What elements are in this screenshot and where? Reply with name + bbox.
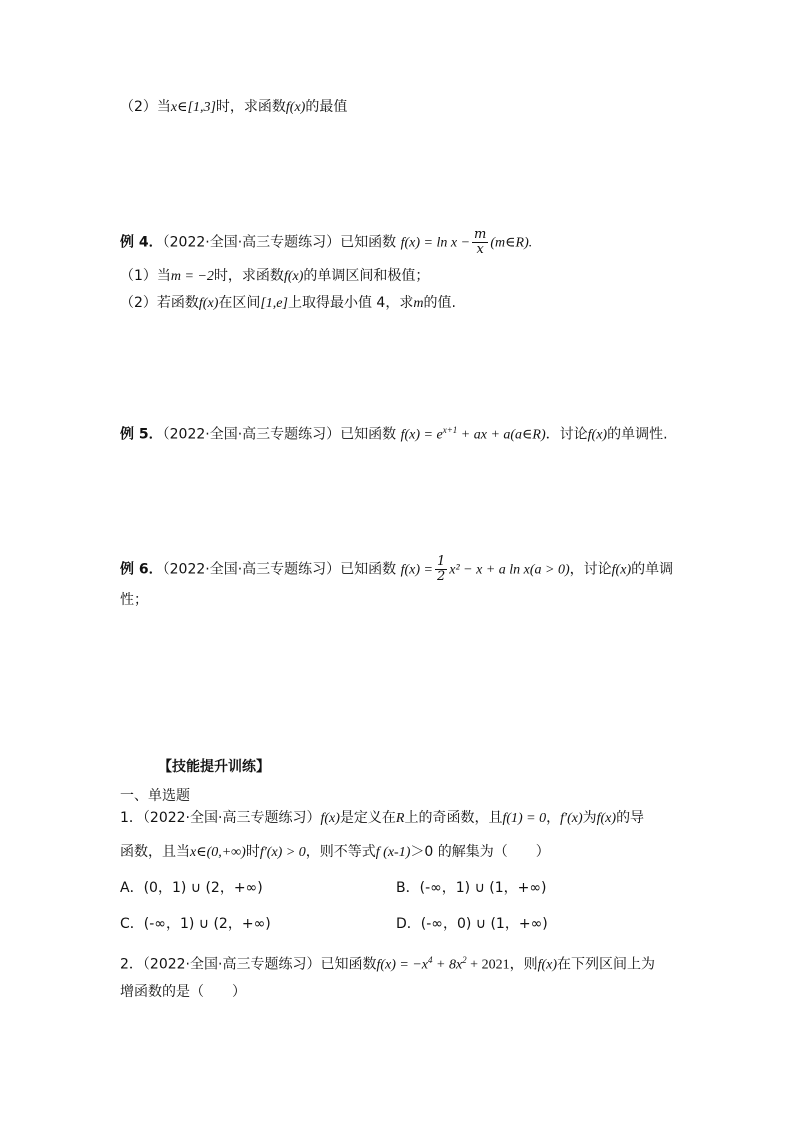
- fraction-m-over-x: $\frac{m}{x}$: [474, 227, 487, 257]
- example-4-part2: （2）若函数f(x)在区间[1,e]上取得最小值 4，求m的值.: [120, 295, 456, 311]
- section-heading: 【技能提升训练】: [158, 759, 270, 775]
- example-6-statement: 例 6．（2022·全国·高三专题练习）已知函数 f(x) = $\frac{1}{2}$ x² − x + a ln x(a > 0)，讨论f(x)的单调: [120, 554, 674, 584]
- q3-part2: （2）当x∈[1,3]时，求函数f(x)的最值: [120, 99, 348, 115]
- example-5-statement: 例 5．（2022·全国·高三专题练习）已知函数 $f(x) = e^{x+1}$ + ax + a(a∈R)．讨论f(x)的单调性.: [120, 425, 668, 443]
- option-d: D．(-∞，0) ∪ (1，+∞): [396, 916, 548, 932]
- example-6-line2: 性；: [120, 592, 148, 608]
- section-subheading: 一、单选题: [120, 788, 190, 804]
- question-1-line1: 1．（2022·全国·高三专题练习）f(x)是定义在R上的奇函数，且f(1) = 0，f′(x)为f(x)的导: [120, 810, 645, 826]
- question-1-line2: 函数，且当x∈(0,+∞)时f′(x) > 0，则不等式f (x-1)＞0 的解集为（ ）: [120, 844, 550, 860]
- question-2-line1: 2．（2022·全国·高三专题练习）已知函数$f(x) = -x^4 + 8x^2 + 2021$，则f(x)在下列区间上为: [120, 955, 656, 973]
- option-b: B．(-∞，1) ∪ (1，+∞): [396, 880, 547, 896]
- option-c: C．(-∞，1) ∪ (2，+∞): [120, 916, 271, 932]
- example-4-part1: （1）当m = −2时，求函数f(x)的单调区间和极值；: [120, 268, 430, 284]
- option-a: A．(0，1) ∪ (2，+∞): [120, 880, 263, 896]
- fraction-one-half: $\frac{1}{2}$: [436, 554, 446, 584]
- example-4-statement: 例 4．（2022·全国·高三专题练习）已知函数 f(x) = ln x − $\frac{m}{x}$ (m∈R).: [120, 227, 533, 257]
- question-2-line2: 增函数的是（ ）: [120, 984, 246, 1000]
